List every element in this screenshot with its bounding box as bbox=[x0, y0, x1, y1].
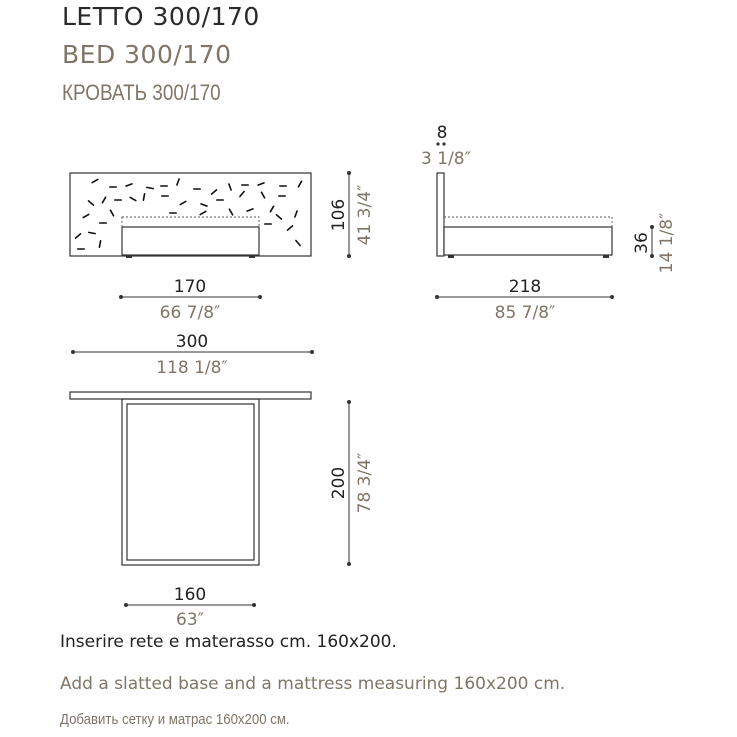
pattern-dash bbox=[130, 197, 136, 200]
front-width-in: 66 7/8″ bbox=[159, 303, 221, 323]
pattern-dash bbox=[99, 241, 100, 247]
headboard-side bbox=[437, 173, 444, 256]
mattress-outline-side bbox=[444, 217, 612, 227]
pattern-dash bbox=[240, 192, 244, 197]
pattern-dash bbox=[147, 187, 153, 188]
foot-left bbox=[126, 255, 132, 258]
note-italian: Inserire rete e materasso cm. 160x200. bbox=[60, 632, 397, 652]
pattern-dash bbox=[229, 209, 232, 215]
side-thickness-in: 3 1/8″ bbox=[421, 149, 471, 169]
side-thickness-cm: 8 bbox=[436, 123, 448, 143]
note-russian: Добавить сетку и матрас 160x200 см. bbox=[60, 711, 290, 728]
pattern-dash bbox=[247, 209, 253, 211]
pattern-dash bbox=[89, 232, 95, 233]
title-english: BED 300/170 bbox=[62, 40, 232, 69]
pattern-dash bbox=[298, 181, 301, 187]
pattern-dash bbox=[277, 215, 282, 219]
pattern-dash bbox=[83, 214, 89, 217]
top-width-in: 63″ bbox=[176, 610, 204, 630]
top-headboard-cm: 300 bbox=[175, 332, 209, 352]
front-width-cm: 170 bbox=[173, 277, 207, 297]
note-english: Add a slatted base and a mattress measuring 160x200 cm. bbox=[60, 674, 566, 694]
pattern-dash bbox=[180, 201, 186, 204]
pattern-dash bbox=[102, 197, 105, 203]
pattern-dash bbox=[92, 179, 98, 182]
title-russian: КРОВАТЬ 300/170 bbox=[62, 80, 221, 105]
side-length-in: 85 7/8″ bbox=[494, 303, 556, 323]
pattern-dash bbox=[201, 204, 207, 206]
front-height-cm: 106 bbox=[329, 198, 349, 232]
bed-frame-inner bbox=[127, 404, 254, 560]
mattress-outline bbox=[122, 217, 259, 227]
pattern-dash bbox=[200, 211, 206, 214]
side-length-cm: 218 bbox=[508, 277, 542, 297]
pattern-dash bbox=[143, 194, 144, 200]
side-height-in: 14 1/8″ bbox=[657, 212, 677, 274]
foot-right bbox=[249, 255, 255, 258]
pattern-dash bbox=[296, 241, 300, 246]
pattern-dash bbox=[212, 190, 217, 194]
top-length-in: 78 3/4″ bbox=[355, 452, 375, 514]
title-italian: LETTO 300/170 bbox=[62, 2, 260, 31]
front-height-in: 41 3/4″ bbox=[355, 184, 375, 246]
pattern-dash bbox=[229, 184, 231, 190]
pattern-dash bbox=[110, 210, 113, 216]
bed-base-side bbox=[444, 227, 612, 255]
pattern-dash bbox=[295, 211, 297, 217]
headboard-top bbox=[70, 392, 311, 399]
top-length-cm: 200 bbox=[329, 466, 349, 500]
top-view bbox=[70, 332, 375, 630]
pattern-dash bbox=[126, 184, 132, 186]
front-view bbox=[70, 171, 375, 323]
bed-base-front bbox=[122, 227, 259, 255]
pattern-dash bbox=[288, 226, 293, 230]
pattern-dash bbox=[258, 183, 264, 185]
bed-frame-outer bbox=[122, 399, 259, 565]
top-headboard-in: 118 1/8″ bbox=[156, 358, 228, 378]
side-view bbox=[421, 123, 677, 323]
pattern-dash bbox=[177, 179, 179, 185]
side-height-cm: 36 bbox=[632, 232, 652, 254]
pattern-dash bbox=[261, 192, 264, 198]
pattern-dash bbox=[89, 201, 94, 205]
pattern-dash bbox=[270, 206, 273, 212]
pattern-dash bbox=[76, 234, 81, 238]
top-width-cm: 160 bbox=[173, 585, 207, 605]
